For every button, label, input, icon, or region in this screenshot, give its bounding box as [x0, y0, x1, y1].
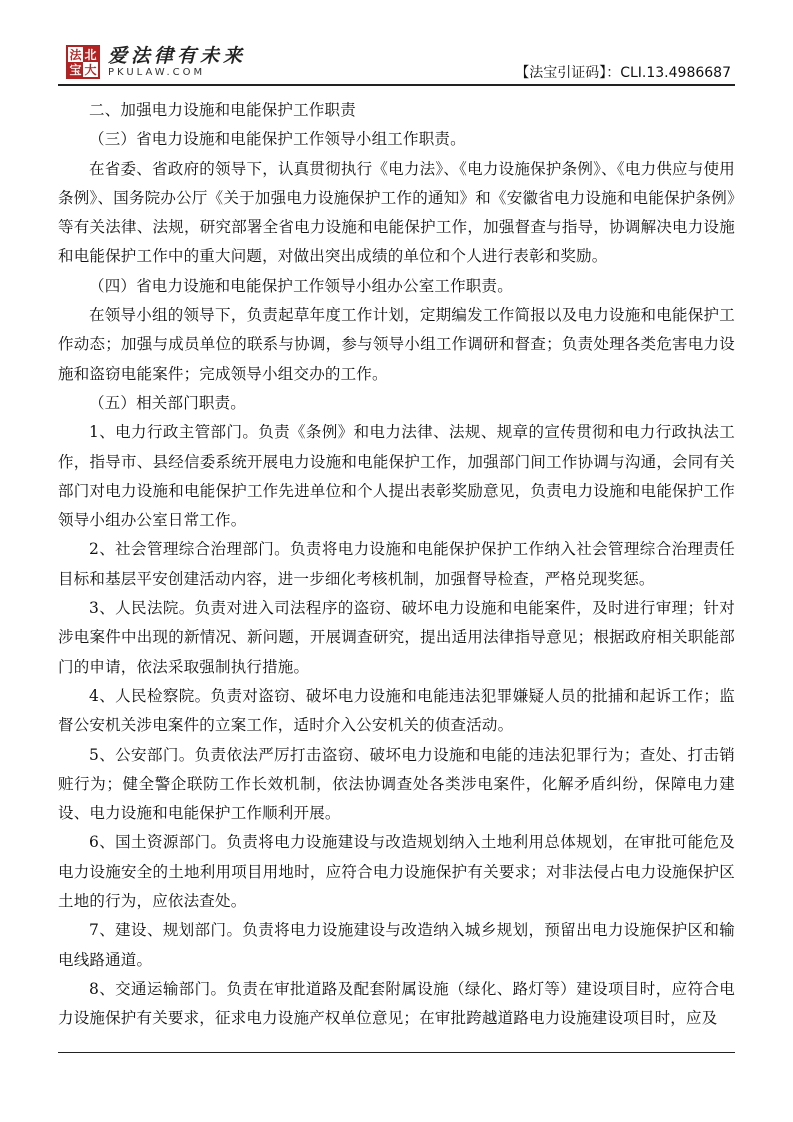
brand-slogan: 爱法律有未来: [108, 44, 247, 67]
paragraph: 4、人民检察院。负责对盗窃、破坏电力设施和电能违法犯罪嫌疑人员的批捕和起诉工作；监督公安机关涉电案件的立案工作，适时介入公安机关的侦查活动。: [58, 686, 735, 735]
pkulaw-logo: [66, 45, 246, 79]
paragraph: 7、建设、规划部门。负责将电力设施建设与改造纳入城乡规划，预留出电力设施保护区和输电线路通道。: [58, 921, 735, 969]
page-header: [58, 40, 735, 86]
seal-icon: 法 北 宝 大: [66, 45, 100, 79]
citation-code: 【法宝引证码】：CLI.13.4986687: [515, 65, 731, 81]
paragraph: 8、交通运输部门。负责在审批道路及配套附属设施（绿化、路灯等）建设项目时，应符合电力设施保护有关要求，征求电力设施产权单位意见；在审批跨越道路电力设施建设项目时，应及: [58, 979, 735, 1028]
subsection-heading: （五）相关部门职责。: [89, 393, 247, 412]
document-body: [58, 96, 735, 1034]
paragraph: 在领导小组的领导下，负责起草年度工作计划，定期编发工作简报以及电力设施和电能保护工作动态；加强与成员单位的联系与协调，参与领导小组工作调研和督查；负责处理各类危害电力设施和盗窃电能案件；完成领导小组交办的工作。: [58, 306, 735, 383]
paragraph: 3、人民法院。负责对进入司法程序的盗窃、破坏电力设施和电能案件，及时进行审理；针对涉电案件中出现的新情况、新问题，开展调查研究，提出适用法律指导意见；根据政府相关职能部门的申请，依法采取强制执行措施。: [58, 599, 735, 676]
brand-domain: PKULAW.COM: [108, 66, 206, 78]
footer-divider: [58, 1052, 735, 1053]
section-heading: 二、加强电力设施和电能保护工作职责: [89, 101, 356, 119]
brand-text: [108, 46, 246, 79]
paragraph: 5、公安部门。负责依法严厉打击盗窃、破坏电力设施和电能的违法犯罪行为；查处、打击销赃行为；健全警企联防工作长效机制，依法协调查处各类涉电案件，化解矛盾纠纷，保障电力建设、电力设施和电能保护工作顺利开展。: [58, 745, 735, 823]
paragraph: 2、社会管理综合治理部门。负责将电力设施和电能保护保护工作纳入社会管理综合治理责任目标和基层平安创建活动内容，进一步细化考核机制，加强督导检查，严格兑现奖惩。: [58, 540, 735, 588]
subsection-heading: （三）省电力设施和电能保护工作领导小组工作职责。: [89, 130, 466, 149]
header-divider: [58, 84, 735, 86]
paragraph: 1、电力行政主管部门。负责《条例》和电力法律、法规、规章的宣传贯彻和电力行政执法工作，指导市、县经信委系统开展电力设施和电能保护工作，加强部门间工作协调与沟通，会同有关部门对电力设施和电能保护工作先进单位和个人提出表彰奖励意见，负责电力设施和电能保护工作领导小组办公室日常工作。: [58, 423, 735, 530]
subsection-heading: （四）省电力设施和电能保护工作领导小组办公室工作职责。: [89, 276, 513, 295]
paragraph: 6、国土资源部门。负责将电力设施建设与改造规划纳入土地利用总体规划，在审批可能危及电力设施安全的土地利用项目用地时，应符合电力设施保护有关要求；对非法侵占电力设施保护区土地的行为，应依法查处。: [58, 833, 735, 911]
paragraph: 在省委、省政府的领导下，认真贯彻执行《电力法》、《电力设施保护条例》、《电力供应与使用条例》、国务院办公厅《关于加强电力设施保护工作的通知》和《安徽省电力设施和电能保护条例》等有关法律、法规，研究部署全省电力设施和电能保护工作，加强督查与指导，协调解决电力设施和电能保护工作中的重大问题，对做出突出成绩的单位和个人进行表彰和奖励。: [58, 159, 735, 266]
